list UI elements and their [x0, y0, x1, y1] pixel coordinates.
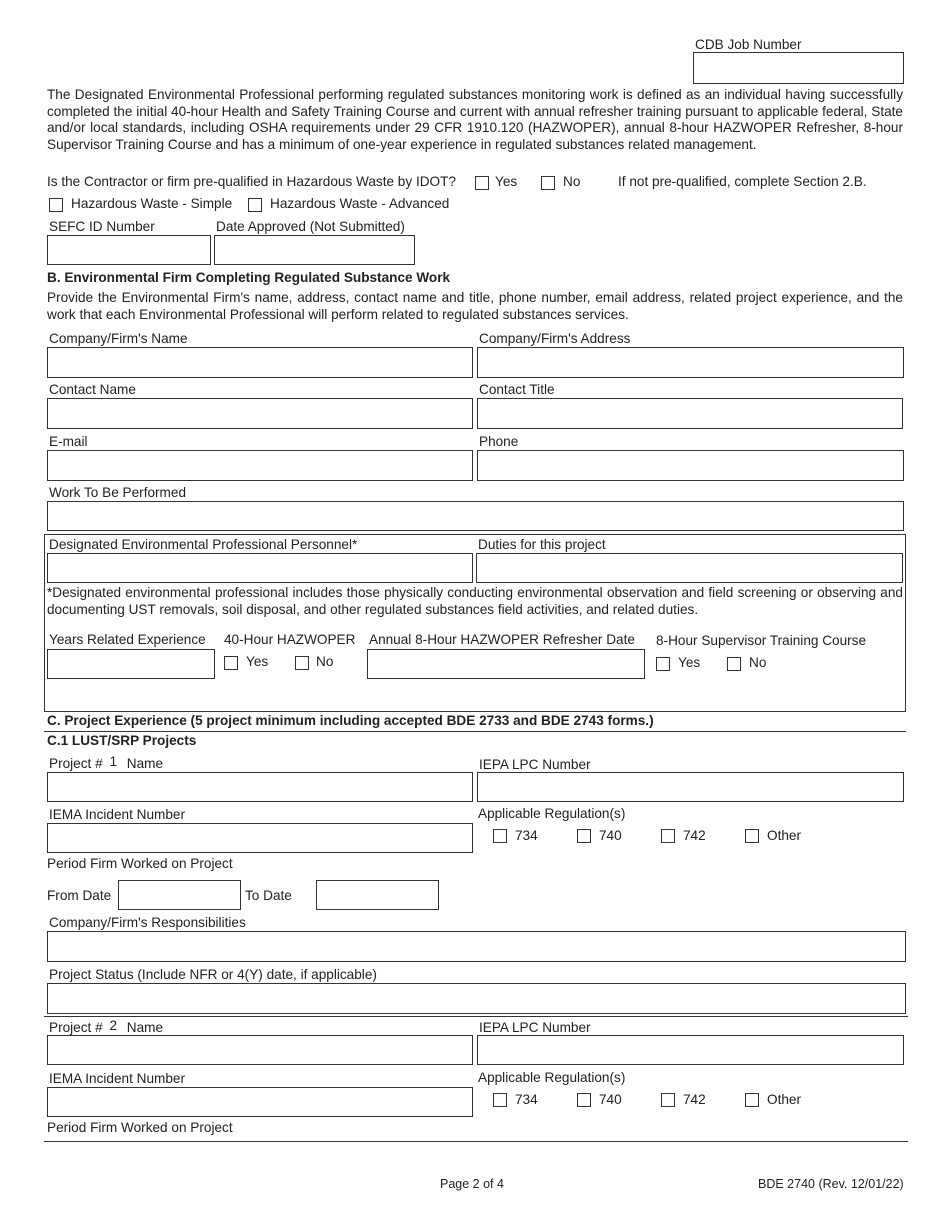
- project-1-iepa-input[interactable]: [477, 772, 904, 802]
- phone-label: Phone: [479, 434, 519, 449]
- project-2-name-input[interactable]: [47, 1035, 473, 1065]
- company-address-input[interactable]: [477, 347, 904, 378]
- project-2-reg-other-label: Other: [767, 1092, 801, 1107]
- project-1-reg-740-label: 740: [599, 828, 622, 843]
- supervisor-no-label: No: [749, 655, 767, 670]
- project-2-iema-label: IEMA Incident Number: [49, 1071, 185, 1086]
- project-2-reg-742-label: 742: [683, 1092, 706, 1107]
- prequal-question: Is the Contractor or firm pre-qualified in Hazardous Waste by IDOT?: [47, 174, 456, 189]
- sefc-id-label: SEFC ID Number: [49, 219, 155, 234]
- hazwoper40-yes-label: Yes: [246, 654, 269, 669]
- project-number-prefix: Project #: [49, 756, 103, 771]
- project-1-reg-742-label: 742: [683, 828, 706, 843]
- project-2-regs-label: Applicable Regulation(s): [478, 1070, 626, 1085]
- project-1-reg-740-checkbox[interactable]: [577, 829, 591, 843]
- contact-name-label: Contact Name: [49, 382, 136, 397]
- contact-title-label: Contact Title: [479, 382, 555, 397]
- section-b-instructions: Provide the Environmental Firm's name, address, contact name and title, phone number, email address, related project experience, and the work that each Environmental Professional will perform related to regulated substances services.: [47, 290, 903, 322]
- hw-advanced-checkbox[interactable]: [248, 198, 262, 212]
- hw-advanced-label: Hazardous Waste - Advanced: [270, 196, 450, 211]
- project-1-iepa-label: IEPA LPC Number: [479, 757, 591, 772]
- work-label: Work To Be Performed: [49, 485, 186, 500]
- project-2-reg-other-checkbox[interactable]: [745, 1093, 759, 1107]
- prequal-note: If not pre-qualified, complete Section 2.B.: [618, 174, 867, 189]
- supervisor-no-checkbox[interactable]: [727, 657, 741, 671]
- project-1-reg-other-checkbox[interactable]: [745, 829, 759, 843]
- personnel-input[interactable]: [47, 553, 473, 583]
- project-separator: [44, 1016, 908, 1017]
- hazwoper40-no-label: No: [316, 654, 334, 669]
- project-1-resp-label: Company/Firm's Responsibilities: [49, 915, 246, 930]
- project-2-reg-734-label: 734: [515, 1092, 538, 1107]
- project-2-period-label: Period Firm Worked on Project: [47, 1120, 233, 1135]
- page-bottom-rule: [44, 1141, 908, 1142]
- project-1-from-label: From Date: [47, 888, 112, 903]
- years-experience-label: Years Related Experience: [49, 632, 206, 647]
- project-1-to-label: To Date: [245, 888, 292, 903]
- page-number: Page 2 of 4: [440, 1177, 504, 1191]
- supervisor-yes-checkbox[interactable]: [656, 657, 670, 671]
- refresher-date-label: Annual 8-Hour HAZWOPER Refresher Date: [369, 632, 635, 647]
- duties-label: Duties for this project: [478, 537, 606, 552]
- hazwoper40-no-checkbox[interactable]: [295, 656, 309, 670]
- work-input[interactable]: [47, 501, 904, 531]
- project-name-label: Name: [126, 1020, 164, 1035]
- section-c-divider: [44, 731, 906, 732]
- prequal-no-label: No: [563, 174, 581, 189]
- project-1-iema-label: IEMA Incident Number: [49, 807, 185, 822]
- project-1-reg-742-checkbox[interactable]: [661, 829, 675, 843]
- project-1-reg-other-label: Other: [767, 828, 801, 843]
- email-input[interactable]: [47, 450, 473, 481]
- supervisor-yes-label: Yes: [678, 655, 701, 670]
- email-label: E-mail: [49, 434, 88, 449]
- refresher-date-input[interactable]: [367, 649, 645, 679]
- personnel-label: Designated Environmental Professional Personnel*: [49, 537, 358, 552]
- section-c1-subheading: C.1 LUST/SRP Projects: [47, 733, 197, 748]
- section-c-heading: C. Project Experience (5 project minimum including accepted BDE 2733 and BDE 2743 forms.): [47, 713, 654, 728]
- prequal-no-checkbox[interactable]: [541, 176, 555, 190]
- project-1-status-input[interactable]: [47, 983, 906, 1014]
- project-1-reg-734-label: 734: [515, 828, 538, 843]
- date-approved-input[interactable]: [214, 235, 415, 265]
- hw-simple-label: Hazardous Waste - Simple: [71, 196, 233, 211]
- project-2-reg-740-label: 740: [599, 1092, 622, 1107]
- project-1-resp-input[interactable]: [47, 931, 906, 962]
- project-1-number-label: [49, 756, 163, 772]
- company-address-label: Company/Firm's Address: [479, 331, 631, 346]
- project-1-period-label: Period Firm Worked on Project: [47, 856, 233, 871]
- project-2-reg-740-checkbox[interactable]: [577, 1093, 591, 1107]
- section-b-heading: B. Environmental Firm Completing Regulated Substance Work: [47, 270, 451, 285]
- project-2-iema-input[interactable]: [47, 1087, 473, 1117]
- project-1-regs-label: Applicable Regulation(s): [478, 806, 626, 821]
- hw-simple-checkbox[interactable]: [49, 198, 63, 212]
- company-name-input[interactable]: [47, 347, 473, 378]
- project-2-iepa-label: IEPA LPC Number: [479, 1020, 591, 1035]
- project-number: 2: [109, 1018, 117, 1033]
- duties-input[interactable]: [476, 553, 903, 583]
- project-number: 1: [109, 754, 117, 769]
- hazwoper40-yes-checkbox[interactable]: [224, 656, 238, 670]
- years-experience-input[interactable]: [47, 649, 215, 679]
- supervisor-training-label: 8-Hour Supervisor Training Course: [656, 633, 867, 648]
- date-approved-label: Date Approved (Not Submitted): [216, 219, 405, 234]
- project-1-name-input[interactable]: [47, 772, 473, 802]
- project-2-number-label: [49, 1020, 163, 1036]
- contact-name-input[interactable]: [47, 398, 473, 429]
- project-1-to-input[interactable]: [316, 880, 439, 910]
- project-number-prefix: Project #: [49, 1020, 103, 1035]
- project-1-from-input[interactable]: [118, 880, 241, 910]
- project-1-status-label: Project Status (Include NFR or 4(Y) date, if applicable): [49, 967, 377, 982]
- hazwoper40-label: 40-Hour HAZWOPER: [224, 632, 356, 647]
- project-2-reg-734-checkbox[interactable]: [493, 1093, 507, 1107]
- personnel-footnote: *Designated environmental professional includes those physically conducting environmental observation and field screening or observing and documenting UST removals, soil disposal, and other regulated substances field activities, and related duties.: [47, 585, 903, 617]
- prequal-yes-label: Yes: [495, 174, 518, 189]
- cdb-job-number-input[interactable]: [693, 52, 904, 84]
- project-2-iepa-input[interactable]: [477, 1035, 904, 1065]
- contact-title-input[interactable]: [477, 398, 903, 429]
- project-name-label: Name: [126, 756, 164, 771]
- project-1-iema-input[interactable]: [47, 823, 473, 853]
- intro-paragraph: The Designated Environmental Professional performing regulated substances monitoring work is defined as an individual having successfully completed the initial 40-hour Health and Safety Training Course and current with annual refresher training pursuant to applicable federal, State and/or local standards, including OSHA requirements under 29 CFR 1910.120 (HAZWOPER), annual 8-hour HAZWOPER Refresher, 8-hour Supervisor Training Course and has a minimum of one-year experience in regulated substances related management.: [47, 87, 903, 152]
- form-id: BDE 2740 (Rev. 12/01/22): [758, 1177, 904, 1191]
- prequal-yes-checkbox[interactable]: [475, 176, 489, 190]
- sefc-id-input[interactable]: [47, 235, 211, 265]
- project-2-reg-742-checkbox[interactable]: [661, 1093, 675, 1107]
- company-name-label: Company/Firm's Name: [49, 331, 188, 346]
- phone-input[interactable]: [477, 450, 904, 481]
- project-1-reg-734-checkbox[interactable]: [493, 829, 507, 843]
- cdb-job-number-label: CDB Job Number: [695, 37, 802, 52]
